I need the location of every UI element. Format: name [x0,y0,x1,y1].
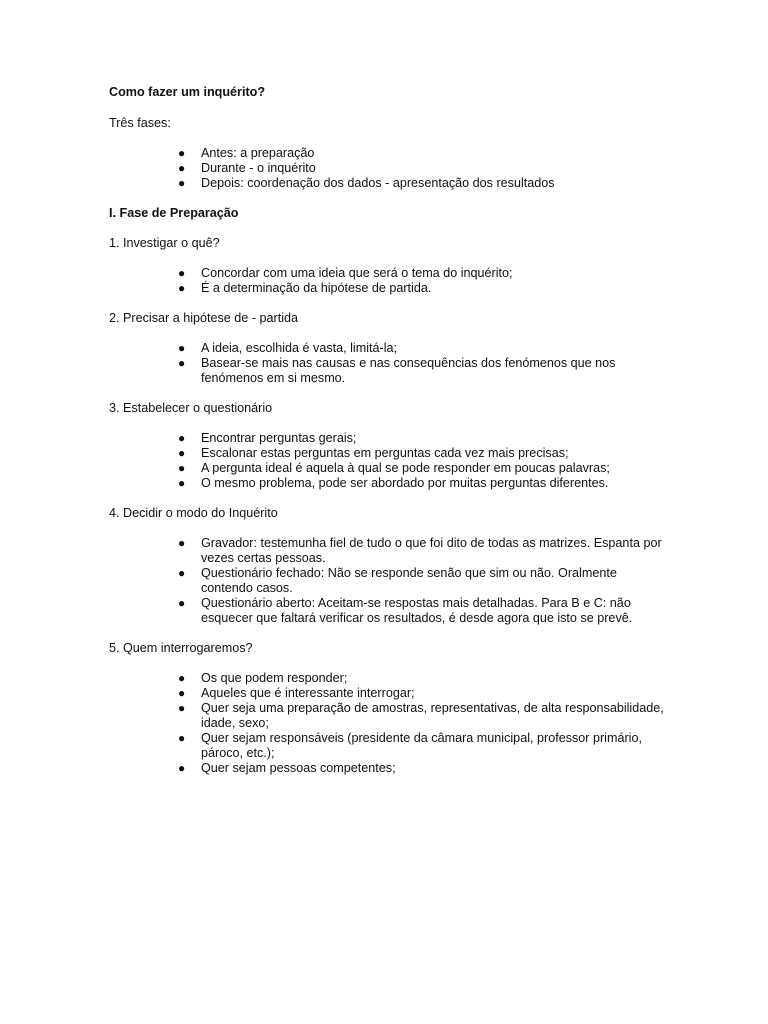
list-item: ● Gravador: testemunha fiel de tudo o que foi dito de todas as matrizes. Espanta por vezes certas pessoas. [178,536,662,565]
list-item: ● Questionário aberto: Aceitam-se respostas mais detalhadas. Para B e C: não esquecer que faltará verificar os resultados, é desde agora que isto se prevê. [178,596,633,625]
list-item: ● Encontrar perguntas gerais; [178,431,357,445]
bullet-icon: ● [178,176,186,190]
section-heading: 4. Decidir o modo do Inquérito [109,506,278,520]
bullet-icon: ● [178,341,186,355]
document-page [109,84,709,776]
intro-label: Três fases: [109,116,171,130]
section-list [109,431,709,491]
bullet-icon: ● [178,146,186,160]
bullet-icon: ● [178,431,186,445]
list-item: ● Questionário fechado: Não se responde senão que sim ou não. Oralmente contendo casos. [178,566,617,595]
section-list [109,266,709,296]
bullet-icon: ● [178,161,186,175]
list-item: ● O mesmo problema, pode ser abordado por muitas perguntas diferentes. [178,476,609,490]
section-heading: 1. Investigar o quê? [109,236,220,250]
intro-list [109,146,709,191]
list-item: ● Antes: a preparação [178,146,315,160]
section-list [109,671,709,776]
bullet-icon: ● [178,266,186,280]
section-heading: 5. Quem interrogaremos? [109,641,253,655]
bullet-icon: ● [178,731,186,745]
phase-heading: I. Fase de Preparação [109,206,239,220]
bullet-icon: ● [178,476,186,490]
list-item: ● Quer sejam pessoas competentes; [178,761,396,775]
bullet-icon: ● [178,596,186,610]
list-item: ● Concordar com uma ideia que será o tema do inquérito; [178,266,513,280]
section-heading: 2. Precisar a hipótese de - partida [109,311,299,325]
document-title: Como fazer um inquérito? [109,85,266,99]
bullet-icon: ● [178,761,186,775]
list-item: ● Quer seja uma preparação de amostras, representativas, de alta responsabilidade, idade, sexo; [178,701,664,730]
bullet-icon: ● [178,281,186,295]
section-heading: 3. Estabelecer o questionário [109,401,273,415]
list-item: ● Aqueles que é interessante interrogar; [178,686,415,700]
list-item: ● Escalonar estas perguntas em perguntas cada vez mais precisas; [178,446,569,460]
section-list [109,341,709,386]
bullet-icon: ● [178,461,186,475]
bullet-icon: ● [178,536,186,550]
list-item: ● É a determinação da hipótese de partida. [178,281,432,295]
bullet-icon: ● [178,566,186,580]
list-item: ● Quer sejam responsáveis (presidente da câmara municipal, professor primário, pároco, etc.); [178,731,642,760]
bullet-icon: ● [178,686,186,700]
list-item: ● Basear-se mais nas causas e nas consequências dos fenómenos que nos fenómenos em si mesmo. [178,356,616,385]
bullet-icon: ● [178,356,186,370]
list-item: ● A ideia, escolhida é vasta, limitá-la; [178,341,398,355]
bullet-icon: ● [178,671,186,685]
section-list [109,536,709,626]
list-item: ● Durante - o inquérito [178,161,316,175]
bullet-icon: ● [178,446,186,460]
list-item: ● A pergunta ideal é aquela à qual se pode responder em poucas palavras; [178,461,610,475]
list-item: ● Os que podem responder; [178,671,348,685]
bullet-icon: ● [178,701,186,715]
list-item: ● Depois: coordenação dos dados - apresentação dos resultados [178,176,555,190]
